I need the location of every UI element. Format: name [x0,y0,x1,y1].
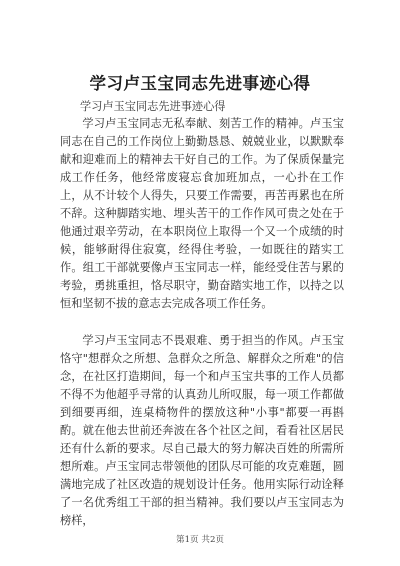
body-paragraph-1: 学习卢玉宝同志无私奉献、刻苦工作的精神。卢玉宝同志在自己的工作岗位上勤勤恳恳、兢兢业业，以默默奉献和迎难而上的精神去干好自己的工作。为了保质保量完成工作任务，他经常废寝忘食加班加点，一心扑在工作上，从不计较个人得失，只要工作需要，再苦再累也在所不辞。这种脚踏实地、埋头苦干的工作作风可贵之处在于他通过艰辛劳动，在本职岗位上取得一个又一个成绩的时候，能够耐得住寂寞，经得住考验，一如既往的踏实工作。组工干部就要像卢玉宝同志一样，能经受住苦与累的考验，勇挑重担，恪尽职守，勤奋踏实地工作，以持之以恒和坚韧不拔的意志去完成各项工作任务。 [60,117,344,311]
body-paragraph-2: 学习卢玉宝同志不畏艰难、勇于担当的作风。卢玉宝恪守"想群众之所想、急群众之所急、解群众之所难"的信念，在社区打造期间，每一个和卢玉宝共事的工作人员都不得不为他超乎寻常的认真劲儿所叹服，每一项工作都做到细要再细，连桌椅物件的摆放这种"小事"都要一再斟酌。就在他去世前还奔波在各个社区之间，看看社区居民还有什么新的要求。尽自己最大的努力解决百姓的所需所想所难。卢玉宝同志带领他的团队尽可能的攻克难题，圆满地完成了社区改造的规划设计任务。他用实际行动诠释了一名优秀组工干部的担当精神。我们要以卢玉宝同志为榜样， [60,334,344,528]
document-title: 学习卢玉宝同志先进事迹心得 [89,74,311,93]
page-footer: 第1页 共2页 [175,535,225,545]
document-subtitle: 学习卢玉宝同志先进事迹心得 [80,100,226,113]
